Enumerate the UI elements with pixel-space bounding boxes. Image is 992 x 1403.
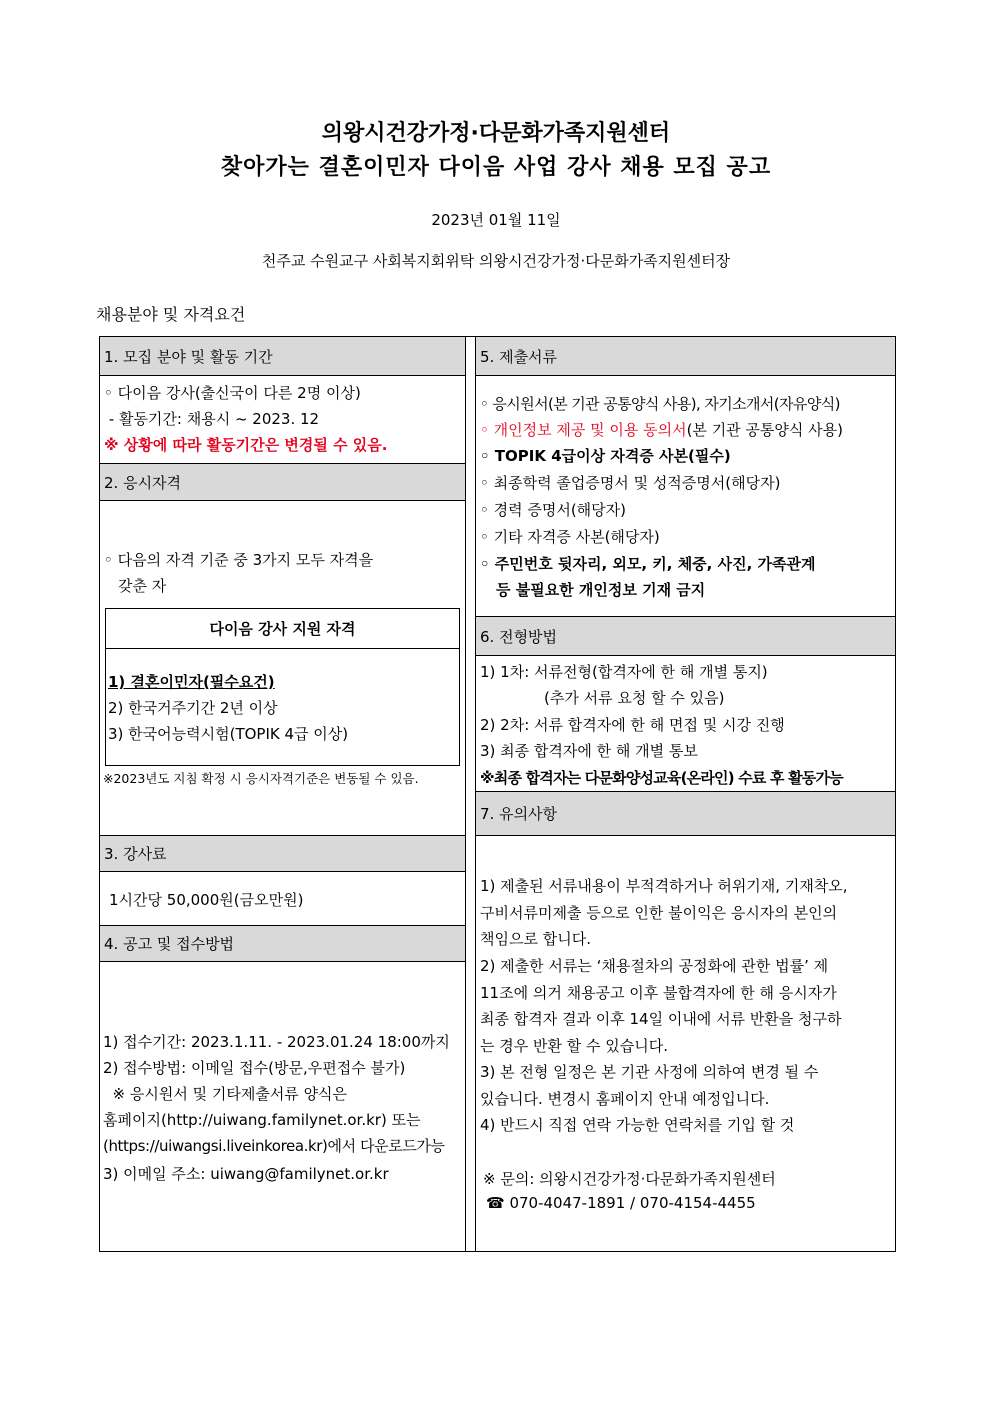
s4-line-4: 홈페이지(http://uiwang.familynet.or.kr) 또는 [103, 1111, 421, 1129]
s5-line-3: ◦ TOPIK 4급이상 자격증 사본(필수) [480, 447, 731, 465]
s5-line-6: ◦ 기타 자격증 사본(해당자) [480, 528, 660, 546]
s7-line-6: 최종 합격자 결과 이후 14일 이내에 서류 반환을 청구하 [480, 1010, 842, 1028]
s5-consent-form: ◦ 개인정보 제공 및 이용 동의서 [480, 421, 687, 439]
s5-line-2 [480, 419, 891, 440]
s4-line-5: (https://uiwangsi.liveinkorea.kr)에서 다운로드가능 [103, 1137, 445, 1155]
s4-line-3: ※ 응시원서 및 기타제출서류 양식은 [103, 1085, 348, 1103]
s5-line-4: ◦ 최종학력 졸업증명서 및 성적증명서(해당자) [480, 474, 781, 492]
right-column [475, 336, 896, 1252]
s7-line-8: 3) 본 전형 일정은 본 기관 사정에 의하여 변경 될 수 [480, 1063, 819, 1081]
qualification-item-1: 1) 결혼이민자(필수요건) [108, 673, 275, 691]
title-line-2: 찾아가는 결혼이민자 다이음 사업 강사 채용 모집 공고 [220, 155, 772, 180]
s2-line-1: ◦ 다음의 자격 기준 중 3가지 모두 자격을 [104, 551, 374, 569]
section-1-header: 1. 모집 분야 및 활동 기간 [100, 337, 465, 376]
s6-line-4: 3) 최종 합격자에 한 해 개별 통보 [480, 742, 698, 760]
s2-line-2: 갖춘 자 [118, 577, 167, 595]
organization-name: 천주교 수원교구 사회복지회위탁 의왕시건강가정·다문화가족지원센터장 [261, 252, 731, 270]
s5-line-5: ◦ 경력 증명서(해당자) [480, 501, 627, 519]
s5-line-1: ◦ 응시원서(본 기관 공통양식 사용), 자기소개서(자유양식) [480, 395, 840, 413]
s6-line-1: 1) 1차: 서류전형(합격자에 한 해 개별 통지) [480, 663, 768, 681]
s7-line-9: 있습니다. 변경시 홈페이지 안내 예정입니다. [480, 1090, 770, 1108]
s4-line-1: 1) 접수기간: 2023.1.11. - 2023.01.24 18:00까지 [103, 1033, 450, 1051]
s1-line-2: - 활동기간: 채용시 ~ 2023. 12 [104, 410, 320, 428]
announcement-date: 2023년 01월 11일 [431, 211, 561, 229]
s7-line-7: 는 경우 반환 할 수 있습니다. [480, 1037, 668, 1055]
s7-line-10: 4) 반드시 직접 연락 가능한 연락처를 기입 할 것 [480, 1116, 795, 1134]
s7-contact-phone [486, 1194, 891, 1212]
section-4-header: 4. 공고 및 접수방법 [100, 925, 465, 962]
qualification-item-3: 3) 한국어능력시험(TOPIK 4급 이상) [108, 725, 349, 743]
s7-line-1: 1) 제출된 서류내용이 부적격하거나 허위기재, 기재착오, [480, 877, 848, 895]
s6-line-3: 2) 2차: 서류 합격자에 한 해 면접 및 시강 진행 [480, 716, 785, 734]
left-column [99, 336, 466, 1252]
s7-line-2: 구비서류미제출 등으로 인한 불이익은 응시자의 본인의 [480, 904, 838, 922]
phone-icon: ☎ [486, 1194, 505, 1212]
s7-line-3: 책임으로 합니다. [480, 930, 591, 948]
section-5-header: 5. 제출서류 [476, 337, 895, 376]
title-line-1: 의왕시건강가정·다문화가족지원센터 [321, 121, 671, 146]
section-6-header: 6. 전형방법 [476, 616, 895, 656]
s7-line-5: 11조에 의거 채용공고 이후 불합격자에 한 해 응시자가 [480, 984, 837, 1002]
s6-line-5: ※최종 합격자는 다문화양성교육(온라인) 수료 후 활동가능 [480, 769, 843, 787]
s7-contact-label: ※ 문의: 의왕시건강가정·다문화가족지원센터 [483, 1170, 776, 1188]
column-separator [466, 336, 475, 1252]
s1-notice: ※ 상황에 따라 활동기간은 변경될 수 있음. [104, 436, 388, 454]
section-7-header: 7. 유의사항 [476, 791, 895, 836]
s4-line-2: 2) 접수방법: 이메일 접수(방문,우편접수 불가) [103, 1059, 406, 1077]
section-subheading: 채용분야 및 자격요건 [96, 305, 246, 324]
phone-numbers: 070-4047-1891 / 070-4154-4455 [509, 1194, 756, 1212]
section-2-header: 2. 응시자격 [100, 463, 465, 501]
qualification-box [105, 608, 460, 766]
s2-note: ※2023년도 지침 확정 시 응시자격기준은 변동될 수 있음. [103, 771, 419, 786]
s5-consent-form-note: (본 기관 공통양식 사용) [686, 421, 843, 439]
s4-line-6: 3) 이메일 주소: uiwang@familynet.or.kr [103, 1165, 389, 1183]
s1-line-1: ◦ 다이음 강사(출신국이 다른 2명 이상) [104, 384, 361, 402]
s3-line-1: 1시간당 50,000원(금오만원) [109, 891, 304, 909]
section-3-header: 3. 강사료 [100, 835, 465, 872]
qualification-item-2: 2) 한국거주기간 2년 이상 [108, 699, 278, 717]
qualification-title: 다이음 강사 지원 자격 [106, 609, 459, 649]
s6-line-2: (추가 서류 요청 할 수 있음) [544, 689, 725, 707]
s5-line-8: 등 불필요한 개인정보 기재 금지 [496, 581, 706, 599]
s7-line-4: 2) 제출한 서류는 ‘채용절차의 공정화에 관한 법률’ 제 [480, 957, 829, 975]
s5-line-7: ◦ 주민번호 뒷자리, 외모, 키, 체중, 사진, 가족관계 [480, 555, 816, 573]
